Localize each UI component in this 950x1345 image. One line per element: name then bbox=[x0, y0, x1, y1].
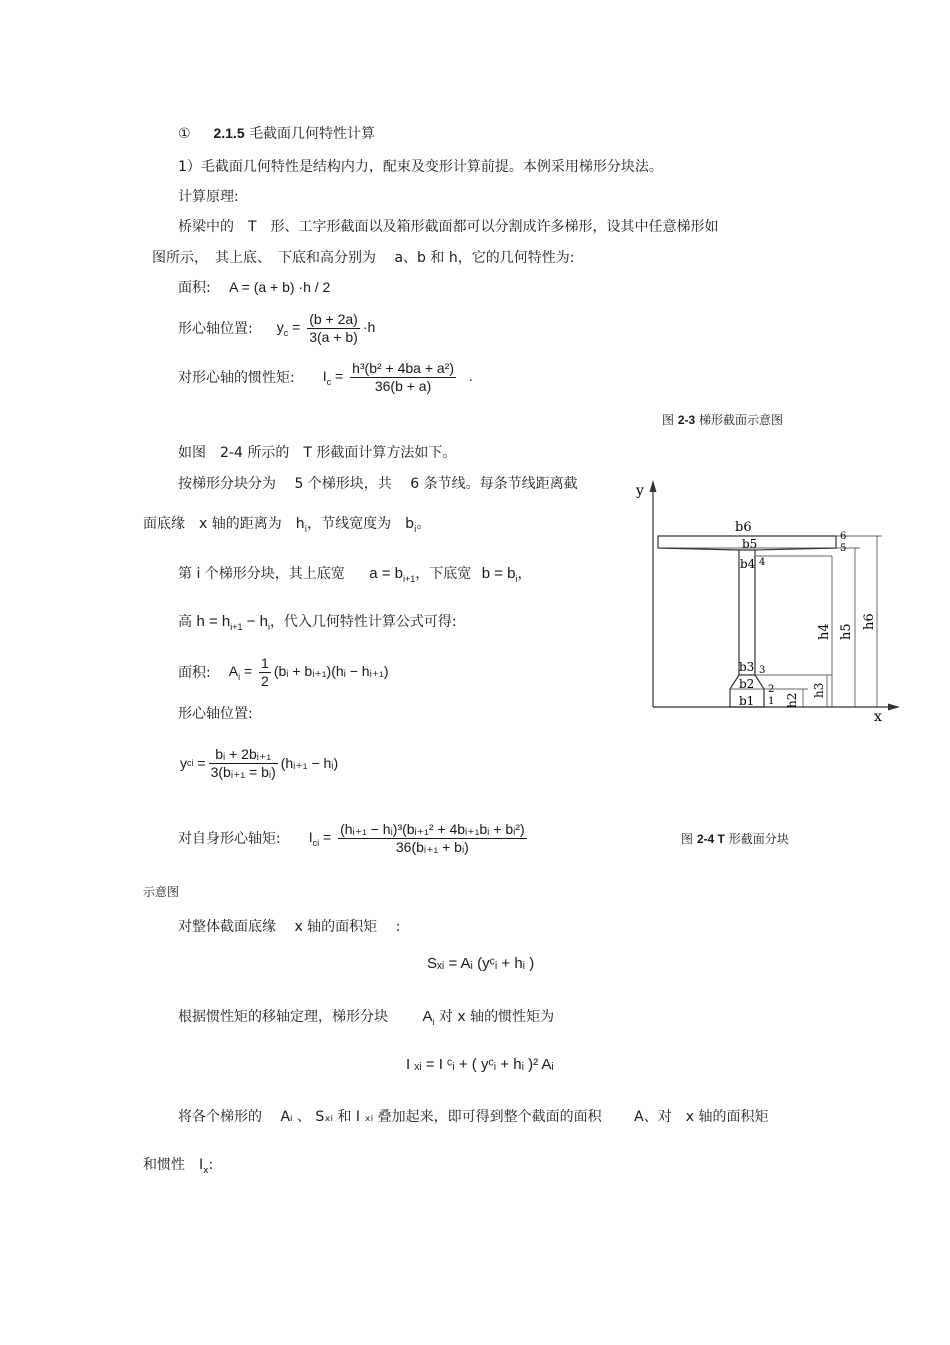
y-axis-label: y bbox=[636, 483, 644, 499]
x-axis-label: x bbox=[874, 709, 882, 725]
centroid-row bbox=[178, 308, 375, 348]
node-4: 4 bbox=[759, 557, 766, 568]
ixi-formula: I ₓᵢ = I ᶜᵢ + ( yᶜᵢ + hᵢ )² Aᵢ bbox=[406, 1056, 554, 1073]
figure-2-4-caption: 图 2-4 T 形截面分块 bbox=[681, 832, 789, 846]
x-axis-arrow-icon bbox=[888, 704, 900, 711]
yci-formula: y ci = $\frac{\text{bᵢ + 2bᵢ₊₁}}{\text{3(bᵢ₊₁ = bᵢ)}}$ (hᵢ₊₁ − hᵢ) bbox=[180, 745, 339, 780]
paragraph-1-line-2: 图所示， 其上底、 下底和高分别为 a、b 和 h，它的几何特性为: bbox=[152, 250, 575, 266]
label-b1: b1 bbox=[739, 694, 755, 708]
ici-formula: $I_{ci}$ = $\frac{\text{(hᵢ₊₁ − hᵢ)³(bᵢ₊₁² + 4bᵢ₊₁bᵢ + bᵢ²)}}{\text{36(bᵢ₊₁ + bᵢ)}}$ bbox=[308, 820, 525, 855]
figure-2-4-caption-cont: 示意图 bbox=[143, 885, 180, 899]
node-5: 5 bbox=[840, 543, 847, 554]
t-section-diagram bbox=[620, 470, 920, 725]
paragraph-2: 如图 2-4 所示的 T 形截面计算方法如下。 bbox=[178, 445, 457, 461]
paragraph-5: 高 $h = h_{i+1} - h_i$，代入几何特性计算公式可得: bbox=[178, 613, 457, 632]
centroid-formula: $y_c$ = $\frac{(b + 2a)}{3(a + b)}$ ·h bbox=[276, 310, 376, 345]
paragraph-3-line-2: 面底缘 x 轴的距离为 $h_i$，节线宽度为 $b_i$。 bbox=[143, 516, 431, 535]
paragraph-1-line-1: 桥梁中的 T 形、工字形截面以及箱形截面都可以分割成许多梯形，设其中任意梯形如 bbox=[178, 219, 719, 235]
principle-label: 计算原理: bbox=[178, 189, 239, 205]
node-3: 3 bbox=[759, 665, 766, 676]
area-row bbox=[178, 277, 330, 297]
figure-2-3-caption: 图 2-3 梯形截面示意图 bbox=[662, 413, 784, 427]
node-1: 1 bbox=[768, 696, 775, 707]
label-b2: b2 bbox=[739, 677, 755, 691]
section-title: 毛截面几何特性计算 bbox=[249, 126, 376, 142]
label-b5: b5 bbox=[742, 537, 758, 551]
label-b4: b4 bbox=[740, 557, 756, 571]
area-formula: A = (a + b) ·h / 2 bbox=[229, 279, 331, 295]
node-6: 6 bbox=[840, 531, 847, 542]
label-h5: h5 bbox=[839, 623, 854, 640]
label-b6: b6 bbox=[735, 520, 752, 535]
centroid-label: 形心轴位置: bbox=[178, 321, 253, 337]
sxi-label: 对整体截面底缘 x 轴的面积矩 : bbox=[178, 919, 401, 935]
yci-label: 形心轴位置: bbox=[178, 706, 253, 722]
y-axis-arrow-icon bbox=[650, 480, 657, 492]
t-section-svg bbox=[620, 470, 920, 725]
inertia-fraction: $\frac{\text{h³(b² + 4ba + a²)}}{36(b + a)}$ bbox=[352, 359, 455, 394]
area-label: 面积: bbox=[178, 280, 211, 296]
label-h6: h6 bbox=[862, 613, 877, 630]
inertia-label: 对形心轴的惯性矩: bbox=[178, 370, 295, 386]
parallel-axis-text: 根据惯性矩的移轴定理，梯形分块 $A_i$ 对 x 轴的惯性矩为 bbox=[178, 1008, 555, 1027]
label-b3: b3 bbox=[739, 660, 755, 674]
inertia-row bbox=[178, 356, 473, 398]
section-heading bbox=[178, 123, 375, 143]
paragraph-3-line-1: 按梯形分块分为 5 个梯形块，共 6 条节线。每条节线距离截 bbox=[178, 476, 578, 492]
label-h2: h2 bbox=[785, 692, 799, 708]
intro-paragraph: 1）毛截面几何特性是结构内力，配束及变形计算前提。本例采用梯形分块法。 bbox=[178, 159, 663, 175]
label-h4: h4 bbox=[817, 623, 832, 640]
sxi-formula: Sₓᵢ = Aᵢ (yᶜᵢ + hᵢ ) bbox=[427, 955, 535, 972]
node-2: 2 bbox=[768, 684, 775, 695]
ici-row bbox=[178, 817, 530, 859]
ici-label: 对自身形心轴矩: bbox=[178, 831, 281, 847]
section-marker: ① bbox=[178, 126, 191, 142]
ai-label: 面积: bbox=[178, 665, 211, 681]
ai-row bbox=[178, 652, 389, 692]
summation-line-1: 将各个梯形的 Aᵢ 、 Sₓᵢ 和 I ₓᵢ 叠加起来，即可得到整个截面的面积 A、对 x 轴的面积矩 bbox=[178, 1109, 769, 1125]
ai-formula: $A_i$ = $\frac{1}{2}$ (bᵢ + bᵢ₊₁)(hᵢ − hᵢ₊₁) bbox=[228, 654, 389, 689]
inertia-formula: $I_c$ = $\frac{\text{h³(b² + 4ba + a²)}}{36(b + a)}$ . bbox=[322, 359, 473, 394]
centroid-fraction: $\frac{(b + 2a)}{3(a + b)}$ bbox=[309, 310, 358, 345]
summation-line-2: 和惯性 $I_x$: bbox=[143, 1157, 214, 1176]
paragraph-4: 第 i 个梯形分块，其上底宽 $a = b_{i+1}$，下底宽 $b = b_i$， bbox=[178, 565, 532, 584]
section-number: 2.1.5 bbox=[213, 125, 245, 141]
label-h3: h3 bbox=[812, 682, 826, 698]
